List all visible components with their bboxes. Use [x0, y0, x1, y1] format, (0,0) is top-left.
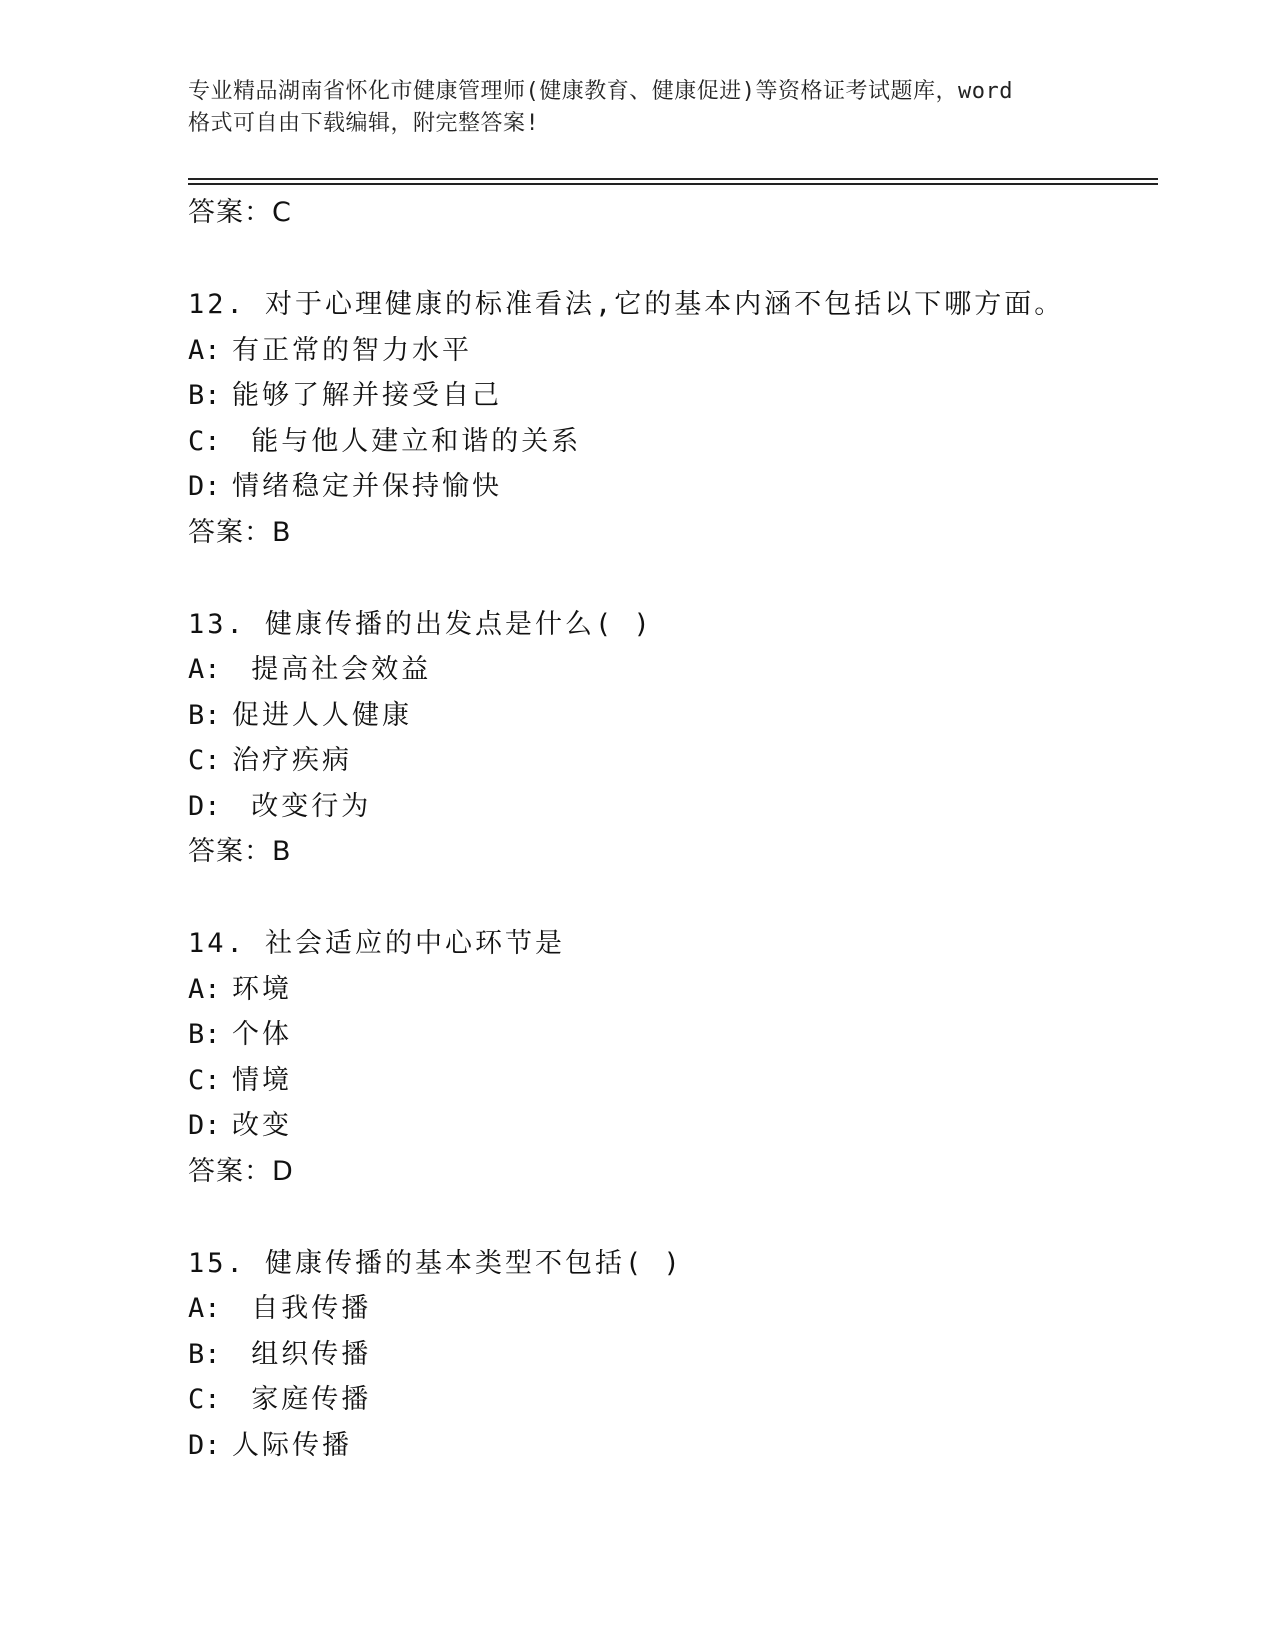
- option-text: 能与他人建立和谐的关系: [232, 425, 582, 457]
- option-d: [188, 1103, 1148, 1149]
- option-text: 能够了解并接受自己: [232, 380, 502, 411]
- option-text: 自我传播: [232, 1293, 372, 1324]
- option-key: C:: [188, 745, 221, 776]
- header-line-1: 专业精品湖南省怀化市健康管理师(健康教育、健康促进)等资格证考试题库，word: [188, 79, 1013, 104]
- option-c: [188, 738, 1148, 784]
- option-key: A:: [188, 1293, 221, 1324]
- option-text: 组织传播: [232, 1338, 372, 1370]
- option-text: 情绪稳定并保持愉快: [232, 471, 502, 502]
- question-block-15: [188, 1241, 1148, 1469]
- header-divider-top: [188, 178, 1158, 180]
- option-key: A:: [188, 654, 221, 685]
- option-text: 促进人人健康: [232, 699, 412, 731]
- option-c: [188, 1058, 1148, 1104]
- option-d: [188, 464, 1148, 510]
- question-stem: 14. 社会适应的中心环节是: [188, 928, 566, 959]
- option-c: [188, 1377, 1148, 1423]
- option-key: B:: [188, 380, 221, 411]
- header-divider-bottom: [188, 183, 1158, 185]
- question-stem: 15. 健康传播的基本类型不包括( ): [188, 1247, 683, 1279]
- option-text: 提高社会效益: [232, 654, 432, 685]
- question-stem: 12. 对于心理健康的标准看法,它的基本内涵不包括以下哪方面。: [188, 289, 1065, 320]
- option-key: B:: [188, 1338, 221, 1370]
- option-text: 环境: [232, 973, 292, 1005]
- option-key: D:: [188, 471, 221, 502]
- option-text: 改变: [232, 1110, 292, 1141]
- option-a: [188, 1286, 1148, 1332]
- question-block-14: [188, 921, 1148, 1195]
- option-a: [188, 967, 1148, 1013]
- answer-line: 答案：B: [188, 836, 292, 867]
- option-text: 改变行为: [232, 790, 372, 822]
- question-block-12: [188, 282, 1148, 556]
- option-text: 有正常的智力水平: [232, 334, 472, 366]
- option-key: B:: [188, 1019, 221, 1050]
- answer-line: 答案：D: [188, 1155, 294, 1187]
- option-c: [188, 419, 1148, 465]
- option-key: D:: [188, 1429, 221, 1461]
- option-key: C:: [188, 1384, 221, 1415]
- document-header: [188, 76, 1088, 140]
- question-list: [188, 190, 1148, 1468]
- option-key: C:: [188, 1064, 221, 1096]
- option-key: A:: [188, 973, 221, 1005]
- answer-line: 答案：C: [188, 197, 292, 228]
- question-block-13: [188, 602, 1148, 876]
- option-text: 情境: [232, 1064, 292, 1096]
- option-a: [188, 328, 1148, 374]
- option-key: C:: [188, 425, 221, 457]
- option-text: 人际传播: [232, 1429, 352, 1461]
- option-key: D:: [188, 790, 221, 822]
- question-stem: 13. 健康传播的出发点是什么( ): [188, 608, 653, 640]
- option-b: [188, 693, 1148, 739]
- option-key: B:: [188, 699, 221, 731]
- option-b: [188, 1012, 1148, 1058]
- option-key: A:: [188, 334, 221, 366]
- option-text: 个体: [232, 1019, 292, 1050]
- option-d: [188, 1423, 1148, 1469]
- option-key: D:: [188, 1110, 221, 1141]
- option-b: [188, 1332, 1148, 1378]
- option-a: [188, 647, 1148, 693]
- option-b: [188, 373, 1148, 419]
- answer-line: 答案：B: [188, 516, 292, 548]
- header-line-2: 格式可自由下载编辑，附完整答案!: [188, 111, 540, 136]
- option-text: 家庭传播: [232, 1384, 372, 1415]
- option-d: [188, 784, 1148, 830]
- option-text: 治疗疾病: [232, 745, 352, 776]
